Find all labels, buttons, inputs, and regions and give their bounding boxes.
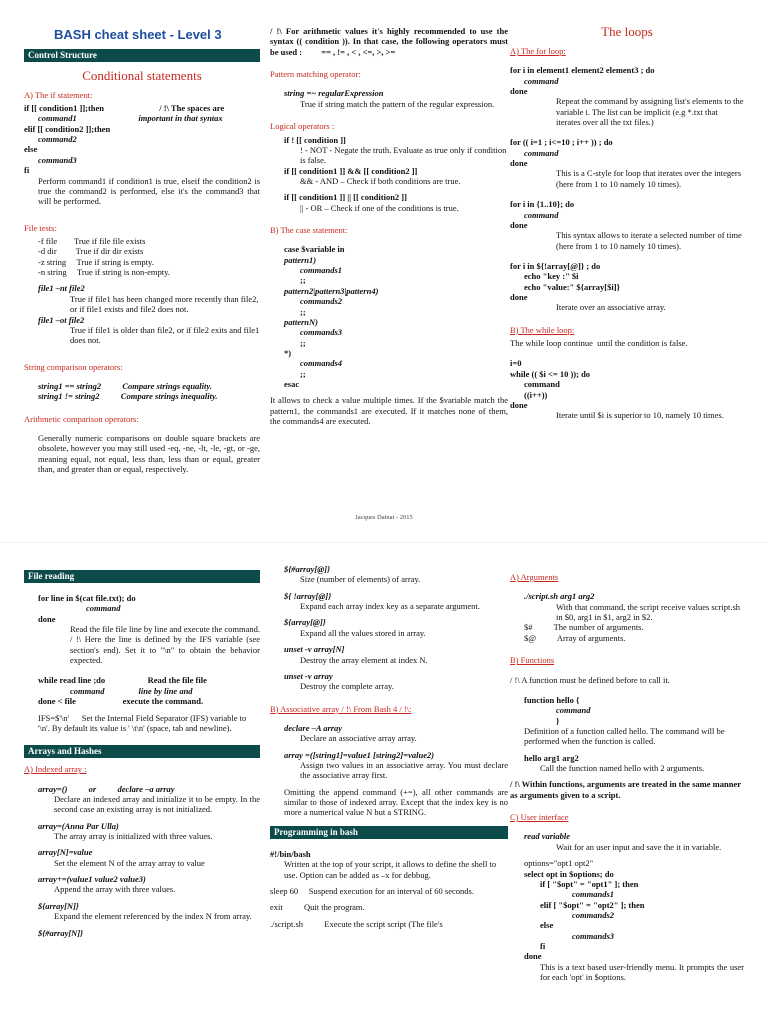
code-line: if ! [[ condition ]]: [284, 134, 346, 145]
description-text: Set the element N of the array array to value: [54, 857, 205, 868]
code-line: fi: [24, 165, 30, 176]
code-line: done: [524, 951, 542, 962]
description-text: Expand each array index key as a separate argument.: [300, 601, 480, 612]
description-text: This is a text based user-friendly menu. It prompts the user for each 'opt' in $options.: [540, 961, 747, 983]
code-line: i=0: [510, 358, 522, 369]
code-line: commands3: [572, 930, 615, 941]
code-line: commands2: [300, 296, 343, 307]
code-line: commands2: [572, 909, 615, 920]
code-line: file1 –ot file2: [38, 314, 85, 325]
description-text: Destroy the complete array.: [300, 681, 394, 692]
code-line: ;;: [300, 275, 306, 286]
page-footer-author: Jacques Dainat - 2015: [355, 514, 413, 521]
page1-column-1: [24, 0, 263, 530]
code-line: ${#array[N]}: [38, 927, 84, 938]
code-line: command: [86, 603, 121, 614]
section-bar-arrays-and-hashes: Arrays and Hashes: [24, 745, 260, 758]
code-line: while read line ;do Read the file file: [38, 675, 207, 686]
description-text: Destroy the array element at index N.: [300, 654, 428, 665]
code-line: command: [556, 705, 591, 716]
code-line: }: [556, 715, 560, 726]
code-line: for (( i=1 ; i<=10 ; i++ )) ; do: [510, 137, 613, 148]
description-text: With that command, the script receive values script.sh in $0, arg1 in $1, arg2 in $2.: [556, 601, 743, 623]
code-line: ${array[N]}: [38, 900, 79, 911]
code-line: hello arg1 arg2: [524, 752, 579, 763]
code-line: string1 != string2 Compare strings inequality.: [38, 391, 218, 402]
code-line: for line in $(cat file.txt); do: [38, 592, 136, 603]
code-line: done: [510, 219, 528, 230]
code-line: else: [540, 920, 554, 931]
sleep-command-line: sleep 60 Suspend execution for an interval of 60 seconds.: [270, 885, 474, 896]
code-line: command: [524, 147, 559, 158]
code-line: done: [510, 158, 528, 169]
code-line: commands1: [572, 889, 615, 900]
page1-column-2: [270, 0, 511, 530]
code-line: ;;: [300, 337, 306, 348]
description-text: Assign two values in an associative array. You must declare the associative array first.: [300, 760, 511, 781]
function-warning: / !\ A function must be defined before to call it.: [510, 674, 670, 685]
code-line: while (( $i <= 10 )); do: [510, 368, 591, 379]
description-text: Expand the element referenced by the index N from array.: [54, 911, 252, 922]
description-text: Expand all the values stored in array.: [300, 627, 426, 638]
code-line: ./script.sh arg1 arg2: [524, 591, 595, 602]
arg-count-line: $# The number of arguments.: [524, 622, 644, 633]
code-line: command line by line and: [70, 685, 193, 696]
description-text: True if string match the pattern of the regular expression.: [300, 98, 495, 109]
code-line: echo "key :" $i: [524, 271, 579, 282]
code-line: if [[ condition1 ]];then / !\ The spaces are: [24, 103, 225, 114]
subheading-associative-array: B) Associative array / !\ From Bash 4 / !\:: [270, 703, 412, 714]
description-text: ! - NOT - Negate the truth. Evaluate as true only if condition is false.: [300, 144, 509, 166]
code-line: done: [510, 292, 528, 303]
code-line: esac: [284, 379, 300, 390]
description-text: Iterate until $i is superior to 10, namely 10 times.: [556, 410, 724, 421]
section-bar-control-structure: Control Structure: [24, 49, 260, 62]
code-line: command: [524, 379, 560, 390]
exit-command-line: exit Quit the program.: [270, 902, 365, 913]
code-line: for i in element1 element2 element3 ; do: [510, 65, 655, 76]
code-line: commands4: [300, 358, 343, 369]
code-line: commands3: [300, 327, 343, 338]
file-test-d: -d dir True if dir dir exists: [38, 246, 144, 257]
description-text: This syntax allows to iterate a selected number of time (here from 1 to 10 namely 10 times).: [556, 230, 744, 251]
description-text: Omitting the append command (+=), all other commands are similar to those of indexed array. Except that the index key is no more a numerical value N but a STRING.: [284, 786, 511, 818]
page-separator: [0, 542, 768, 543]
description-text: True if file1 is older than file2, or if file2 exits and file1 does not.: [70, 324, 262, 346]
description-text: The array array is initialized with three values.: [54, 831, 213, 842]
code-line: command: [524, 75, 559, 86]
code-line: patternN): [284, 316, 318, 327]
subheading-if-statement: A) The if statement:: [24, 89, 93, 100]
file-test-f: -f file True if file file exists: [38, 236, 146, 246]
code-line: unset -v array: [284, 670, 333, 681]
code-line: ${array[@]}: [284, 617, 326, 628]
code-line: string1 == string2 Compare strings equality.: [38, 380, 212, 391]
description-text: True if file1 has been changed more recently than file2, or if file1 exists and file2 does not.: [70, 293, 261, 315]
code-line: if [[ condition1 ]] || [[ condition2 ]]: [284, 192, 407, 203]
subheading-file-tests: File tests:: [24, 222, 57, 233]
code-line: for i in {1..10}; do: [510, 199, 575, 210]
section-bar-file-reading: File reading: [24, 570, 260, 583]
code-line: ;;: [300, 306, 306, 317]
description-text: Read the file file line by line and execute the command. / !\ Here the line is defined by the IFS variable (see section's end). Set it to "\n" to obtain the behavior expected.: [70, 624, 263, 666]
page2-column-1: [24, 560, 263, 1024]
page1-column-3: [510, 0, 744, 530]
page2-column-2: [270, 560, 511, 1024]
description-text: Declare an associative array array.: [300, 733, 417, 744]
subheading-string-comparison: String comparison operators:: [24, 361, 123, 372]
arg-array-line: $@ Array of arguments.: [524, 632, 626, 643]
code-line: *): [284, 347, 292, 358]
description-text: Call the function named hello with 2 arguments.: [540, 763, 705, 774]
code-line: pattern1): [284, 254, 317, 265]
description-text: Declare an indexed array and initialize it to be empty. In the second case an existing array is not initialized.: [54, 793, 263, 815]
subheading-logical-operators: Logical operators :: [270, 121, 335, 132]
heading-the-loops: The loops: [601, 24, 653, 39]
description-text: Iterate over an associative array.: [556, 302, 666, 313]
code-line: file1 –nt file2: [38, 283, 85, 294]
file-test-z: -z string True if string is empty.: [38, 256, 154, 267]
code-line: select opt in $options; do: [524, 868, 614, 879]
code-line: done < file execute the command.: [38, 696, 204, 707]
code-line: command1 important in that syntax: [38, 113, 223, 124]
page2-column-3: [510, 560, 747, 1024]
code-line: echo "value:" ${array[$i]}: [524, 281, 620, 292]
description-text: Append the array with three values.: [54, 884, 176, 895]
heading-conditional-statements: Conditional statements: [82, 67, 202, 83]
code-line: command: [524, 209, 559, 220]
description-text: Written at the top of your script, it allows to define the shell to use. Option can be added as –x for debbug.: [284, 859, 499, 880]
code-line: unset -v array[N]: [284, 644, 345, 655]
code-line: array =([string1]=value1 [string2]=value2): [284, 749, 435, 760]
script-command-line: ./script.sh Execute the script script (The file's: [270, 918, 443, 929]
code-line: array=(Anna Par Ulla): [38, 820, 119, 831]
code-line: done: [510, 85, 528, 96]
code-line: array=() or declare –a array: [38, 783, 175, 794]
code-line: else: [24, 144, 38, 155]
page-title: BASH cheat sheet - Level 3: [54, 27, 222, 42]
code-line: elif [ "$opt" = "opt2" ]; then: [540, 899, 645, 910]
code-line: if [ "$opt" = "opt1" ]; then: [540, 878, 639, 889]
cheat-sheet-page-2: [0, 560, 768, 1024]
code-line: ${ !array[@]}: [284, 590, 332, 601]
subheading-arithmetic-comparison: Arithmetic comparison operators:: [24, 413, 139, 424]
subheading-case-statement: B) The case statement:: [270, 225, 348, 236]
code-line: function hello {: [524, 694, 580, 705]
description-text: This is a C-style for loop that iterates over the integers (here from 1 to 10 namely 10 times).: [556, 168, 744, 189]
description-text: || - OR – Check if one of the conditions is true.: [300, 202, 459, 213]
code-line: #!/bin/bash: [270, 848, 311, 859]
subheading-user-interface: C) User interface: [510, 812, 569, 823]
code-line: ((i++)): [524, 389, 548, 400]
code-line: array+=(value1 value2 value3): [38, 874, 146, 885]
arithmetic-warning: / !\ For arithmetic values it's highly recommended to use the syntax (( condition )). In that case, the following operators must be used : == , != , < , <=, >, >=: [270, 26, 511, 57]
code-line: declare –A array: [284, 722, 343, 733]
description-text: Size (number of elements) of array.: [300, 574, 421, 585]
subheading-arguments: A) Arguments: [510, 572, 559, 582]
subheading-functions: B) Functions: [510, 655, 555, 666]
code-line: command2: [38, 134, 77, 145]
code-line: ;;: [300, 368, 306, 379]
subheading-pattern-matching: Pattern matching operator:: [270, 69, 361, 80]
subheading-while-loop: B) The while loop:: [510, 324, 575, 335]
code-line: read variable: [524, 831, 571, 842]
description-text: Perform command1 if condition1 is true, elseif the condition2 is true the command2 is performed, else it's the command3 that will be performed.: [38, 175, 263, 207]
code-line: command3: [38, 154, 77, 165]
subheading-indexed-array: A) Indexed array :: [24, 764, 87, 775]
code-line: done: [510, 399, 528, 410]
section-bar-programming-in-bash: Programming in bash: [270, 826, 508, 839]
code-line: if [[ condition1 ]] && [[ condition2 ]]: [284, 165, 418, 176]
file-test-n: -n string True if string is non-empty.: [38, 267, 170, 278]
code-line: options="opt1 opt2": [524, 858, 594, 869]
code-line: string =~ regularExpression: [284, 88, 384, 99]
description-text: && - AND – Check if both conditions are true.: [300, 175, 461, 186]
code-line: pattern2|pattern3|pattern4): [284, 285, 379, 296]
code-line: done: [38, 613, 56, 624]
description-text: Definition of a function called hello. The command will be performed when the function is called.: [524, 725, 727, 747]
code-line: array[N]=value: [38, 847, 93, 858]
code-line: ${#array[@]}: [284, 564, 331, 574]
description-text: The while loop continue until the condition is false.: [510, 338, 688, 349]
description-text: Generally numeric comparisons on double square brackets are obsolete, however you may still used -eq, -ne, -lt, -le, -gt, or -ge, meaning equal, not equal, less than, less than or equal, greater than, and greater than or equal, respectively.: [38, 433, 263, 475]
description-text: Wait for an user input and save the it in variable.: [556, 841, 722, 852]
code-line: case $variable in: [284, 244, 345, 255]
code-line: for i in ${!array[@]} ; do: [510, 260, 601, 271]
code-line: commands1: [300, 265, 343, 276]
ifs-description: IFS=$'\n' Set the Internal Field Separator (IFS) variable to '\n'. By default its value is ' \t\n' (space, tab and newline).: [38, 712, 249, 733]
code-line: elif [[ condition2 ]];then: [24, 123, 111, 134]
function-arguments-note: / !\ Within functions, arguments are treated in the same manner as arguments given to a script.: [510, 779, 743, 800]
code-line: fi: [540, 941, 546, 952]
description-text: Repeat the command by assigning list's elements to the variable i. The list can be implicit (e.g *.txt that iterates over all the txt files.): [556, 96, 746, 128]
description-text: It allows to check a value multiple times. If the $variable match the pattern1, the commands1 are executed. If it matches none of them, the commands4 are executed.: [270, 395, 511, 427]
subheading-for-loop: A) The for loop:: [510, 45, 566, 56]
